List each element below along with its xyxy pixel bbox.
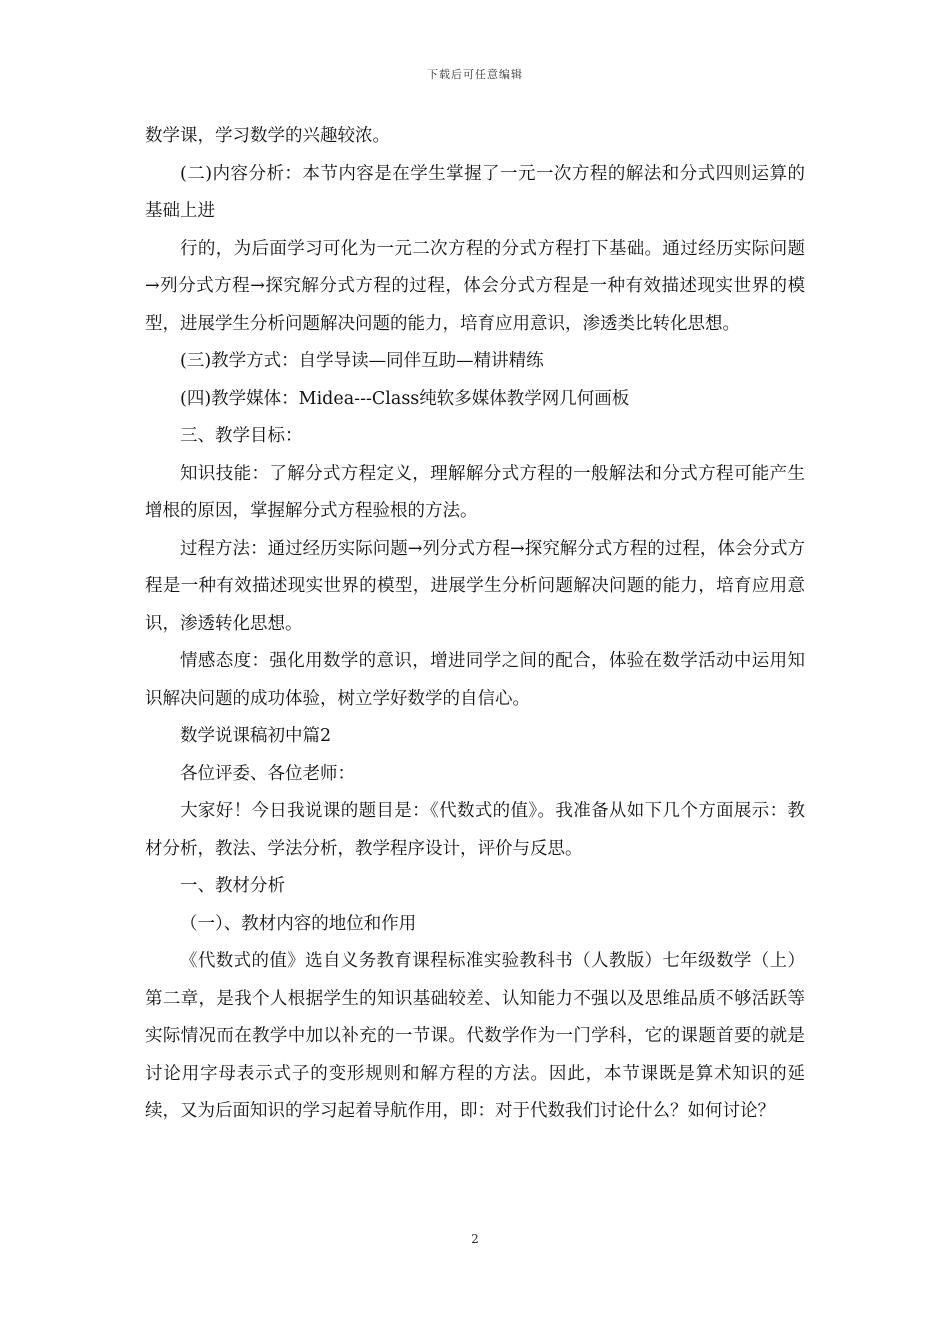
paragraph: (二)内容分析：本节内容是在学生掌握了一元一次方程的解法和分式四则运算的基础上进 — [145, 163, 805, 221]
salutation: 各位评委、各位老师： — [180, 763, 355, 784]
paragraph: (四)教学媒体：Midea---Class纯软多媒体教学网几何画板 — [180, 388, 630, 409]
page-number: 2 — [471, 1232, 479, 1246]
document-body — [145, 118, 805, 1131]
paragraph: 过程方法：通过经历实际问题→列分式方程→探究解分式方程的过程，体会分式方程是一种有效描述现实世界的模型，进展学生分析问题解决问题的能力，培育应用意识，渗透转化思想。 — [145, 538, 805, 634]
section-heading: 三、教学目标： — [180, 426, 303, 446]
paragraph: 知识技能：了解分式方程定义，理解解分式方程的一般解法和分式方程可能产生增根的原因，掌握解分式方程验根的方法。 — [145, 463, 805, 521]
section-heading: 一、教材分析 — [180, 876, 285, 896]
sub-heading: （一）、教材内容的地位和作用 — [180, 913, 417, 934]
paragraph: 行的，为后面学习可化为一元二次方程的分式方程打下基础。通过经历实际问题→列分式方程→探究解分式方程的过程，体会分式方程是一种有效描述现实世界的模型，进展学生分析问题解决问题的能力，培育应用意识，渗透类比转化思想。 — [145, 238, 805, 334]
paragraph: 数学课，学习数学的兴趣较浓。 — [145, 126, 390, 146]
paragraph: 《代数式的值》选自义务教育课程标准实验教科书（人教版）七年级数学（上）第二章，是我个人根据学生的知识基础较差、认知能力不强以及思维品质不够活跃等实际情况而在教学中加以补充的一节课。代数学作为一门学科，它的课题首要的就是讨论用字母表示式子的变形规则和解方程的方法。因此，本节课既是算术知识的延续，又为后面知识的学习起着导航作用，即：对于代数我们讨论什么？如何讨论？ — [145, 951, 805, 1121]
page-header: 下载后可任意编辑 — [427, 68, 523, 81]
paragraph: 大家好！今日我说课的题目是：《代数式的值》。我准备从如下几个方面展示：教材分析，教法、学法分析，教学程序设计，评价与反思。 — [145, 801, 805, 859]
section-heading: 数学说课稿初中篇2 — [180, 726, 332, 746]
paragraph: (三)教学方式：自学导读—同伴互助—精讲精练 — [180, 351, 544, 371]
paragraph: 情感态度：强化用数学的意识，增进同学之间的配合，体验在数学活动中运用知识解决问题的成功体验，树立学好数学的自信心。 — [145, 651, 805, 709]
